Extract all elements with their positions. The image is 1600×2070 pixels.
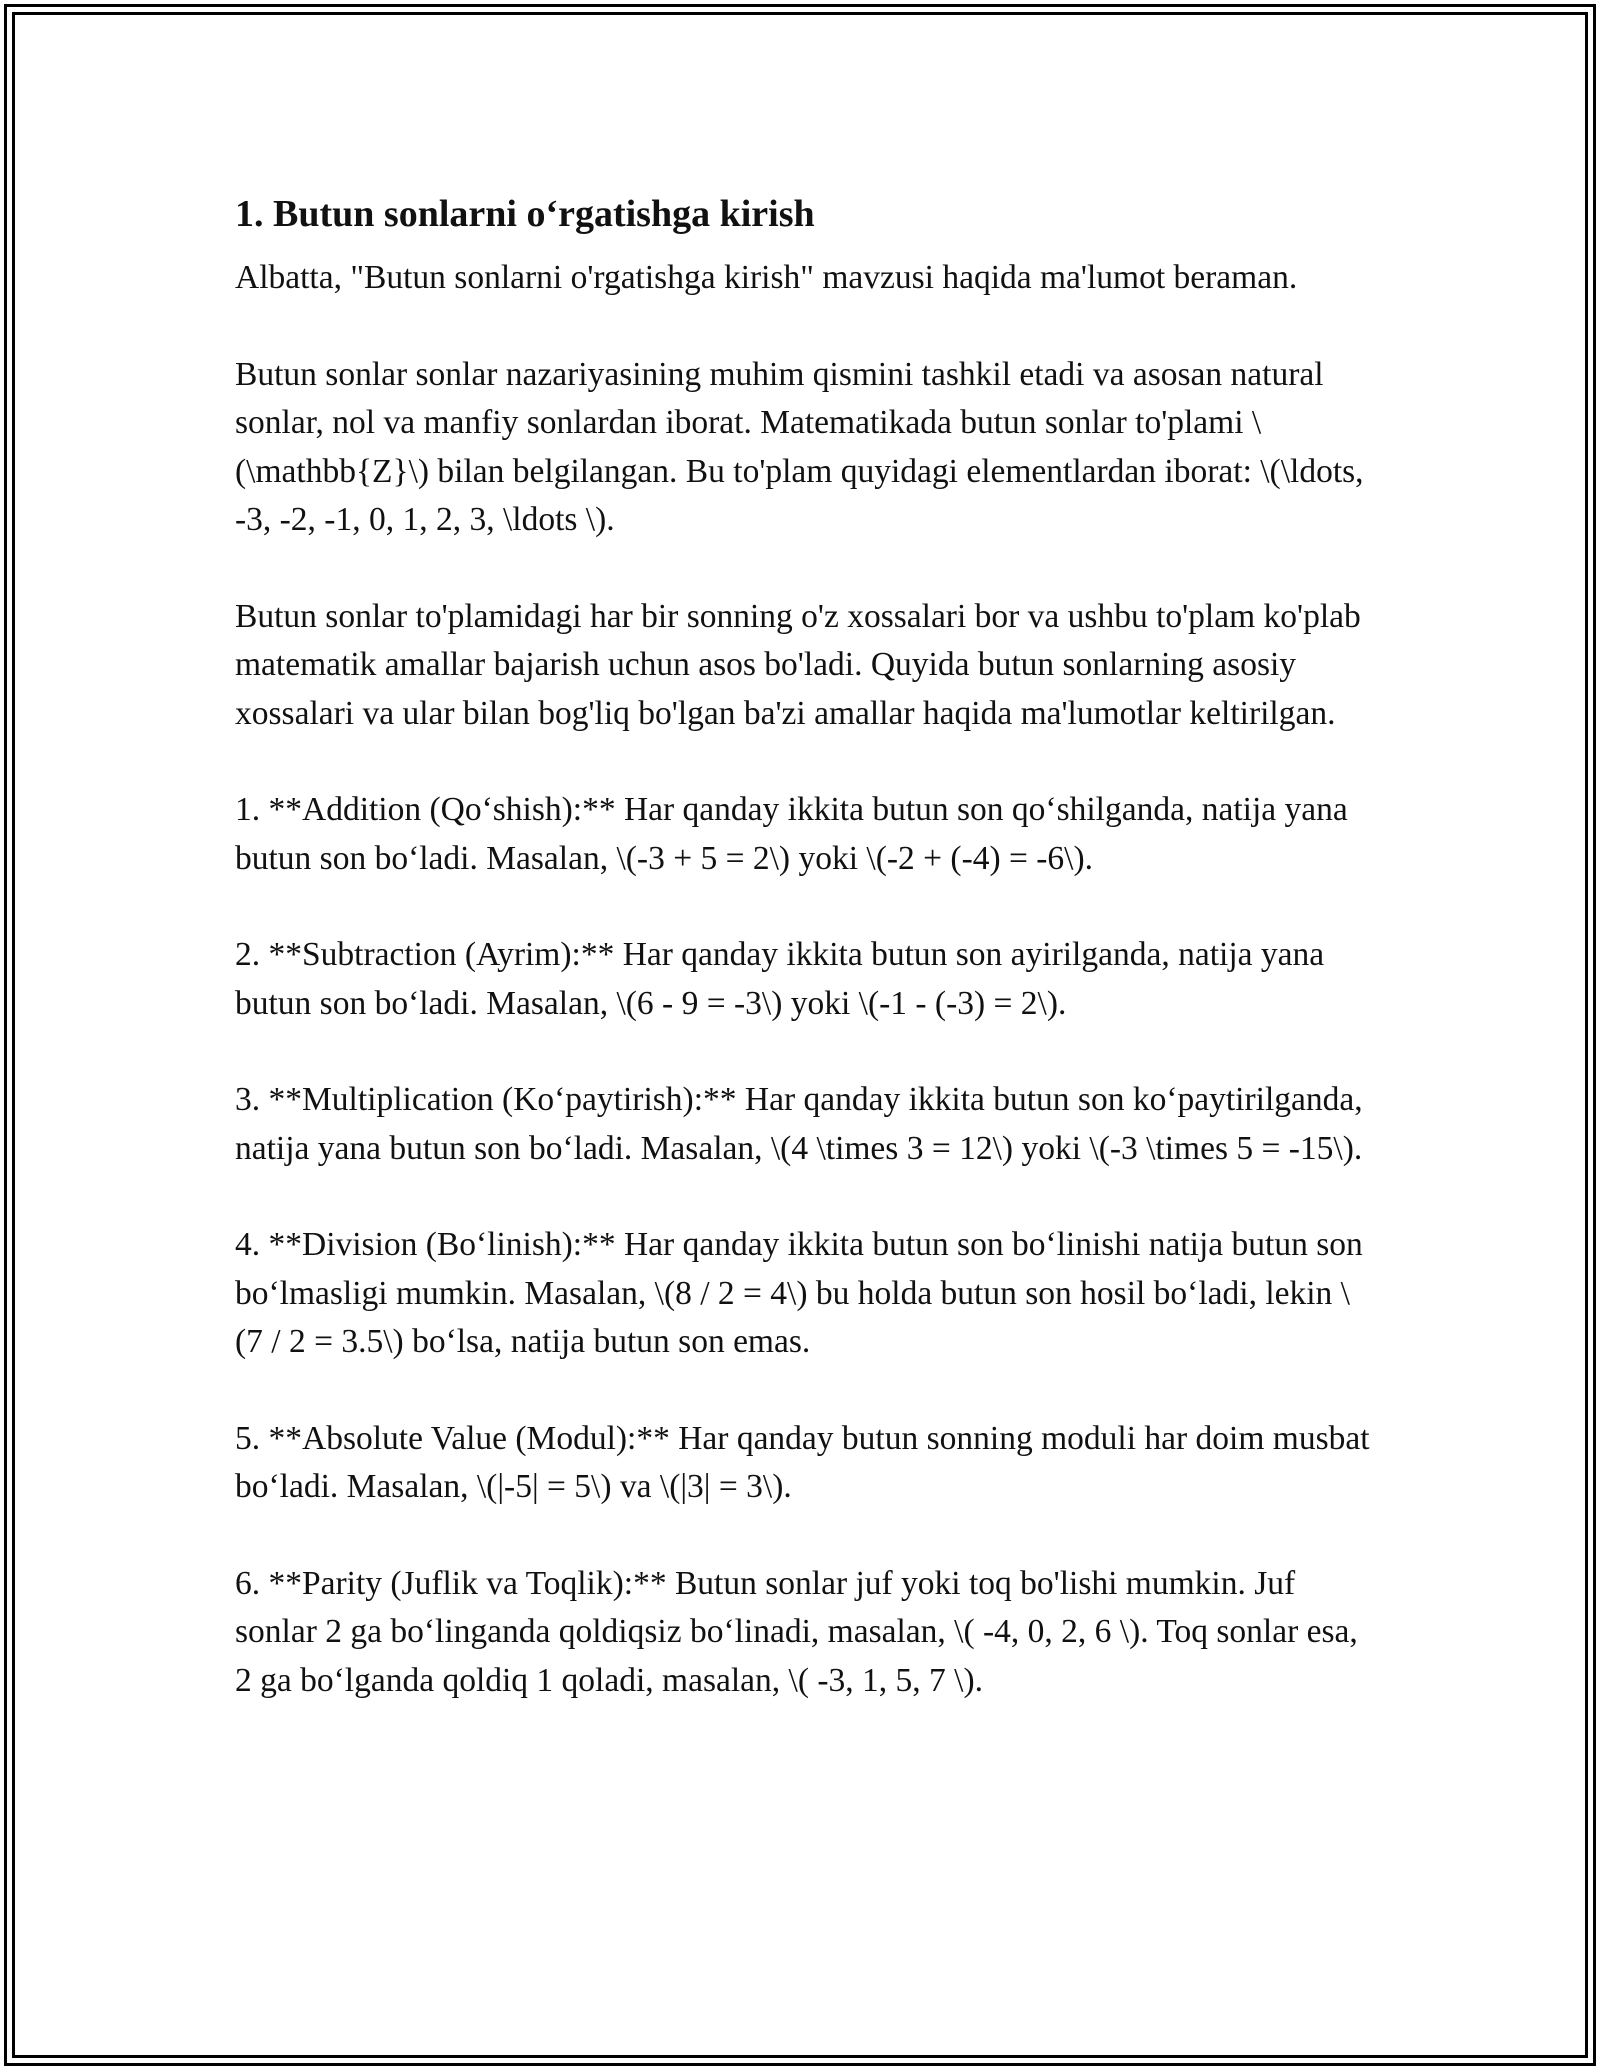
- subtraction-item: 2. **Subtraction (Ayrim):** Har qanday ikkita butun son ayirilganda, natija yana butun son bo‘ladi. Masalan, \(6 - 9 = -3\) yoki \(-1 - (-3) = 2\).: [235, 936, 1325, 1022]
- multiplication-item: 3. **Multiplication (Ko‘paytirish):** Har qanday ikkita butun son ko‘paytirilganda, natija yana butun son bo‘ladi. Masalan, \(4 \times 3 = 12\) yoki \(-3 \times 5 = -15\).: [235, 1081, 1363, 1167]
- section-heading: 1. Butun sonlarni o‘rgatishga kirish: [235, 193, 815, 235]
- document-body: [235, 188, 1375, 1753]
- properties-intro-paragraph: Butun sonlar to'plamidagi har bir sonning o'z xossalari bor va ushbu to'plam ko'plab matematik amallar bajarish uchun asos bo'ladi. Quyida butun sonlarning asosiy xossalari va ular bilan bog'liq bo'lgan ba'zi amallar haqida ma'lumotlar keltirilgan.: [235, 597, 1361, 732]
- addition-item: 1. **Addition (Qo‘shish):** Har qanday ikkita butun son qo‘shilganda, natija yana butun son bo‘ladi. Masalan, \(-3 + 5 = 2\) yoki \(-2 + (-4) = -6\).: [235, 791, 1348, 877]
- definition-paragraph: Butun sonlar sonlar nazariyasining muhim qismini tashkil etadi va asosan natural sonlar, nol va manfiy sonlardan iborat. Matematikada butun sonlar to'plami \(\mathbb{Z}\) bilan belgilangan. Bu to'plam quyidagi elementlardan iborat: \(\ldots, -3, -2, -1, 0, 1, 2, 3, \ldots \).: [235, 355, 1364, 538]
- division-item: 4. **Division (Bo‘linish):** Har qanday ikkita butun son bo‘linishi natija butun son bo‘lmasligi mumkin. Masalan, \(8 / 2 = 4\) bu holda butun son hosil bo‘ladi, lekin \(7 / 2 = 3.5\) bo‘lsa, natija butun son emas.: [235, 1226, 1363, 1360]
- parity-item: 6. **Parity (Juflik va Toqlik):** Butun sonlar juf yoki toq bo'lishi mumkin. Juf sonlar 2 ga bo‘linganda qoldiqsiz bo‘linadi, masalan, \( -4, 0, 2, 6 \). Toq sonlar esa, 2 ga bo‘lganda qoldiq 1 qoladi, masalan, \( -3, 1, 5, 7 \).: [235, 1564, 1358, 1699]
- intro-paragraph: Albatta, "Butun sonlarni o'rgatishga kirish" mavzusi haqida ma'lumot beraman.: [235, 259, 1298, 296]
- absolute-value-item: 5. **Absolute Value (Modul):** Har qanday butun sonning moduli har doim musbat bo‘ladi. Masalan, \(|-5| = 5\) va \(|3| = 3\).: [235, 1419, 1370, 1505]
